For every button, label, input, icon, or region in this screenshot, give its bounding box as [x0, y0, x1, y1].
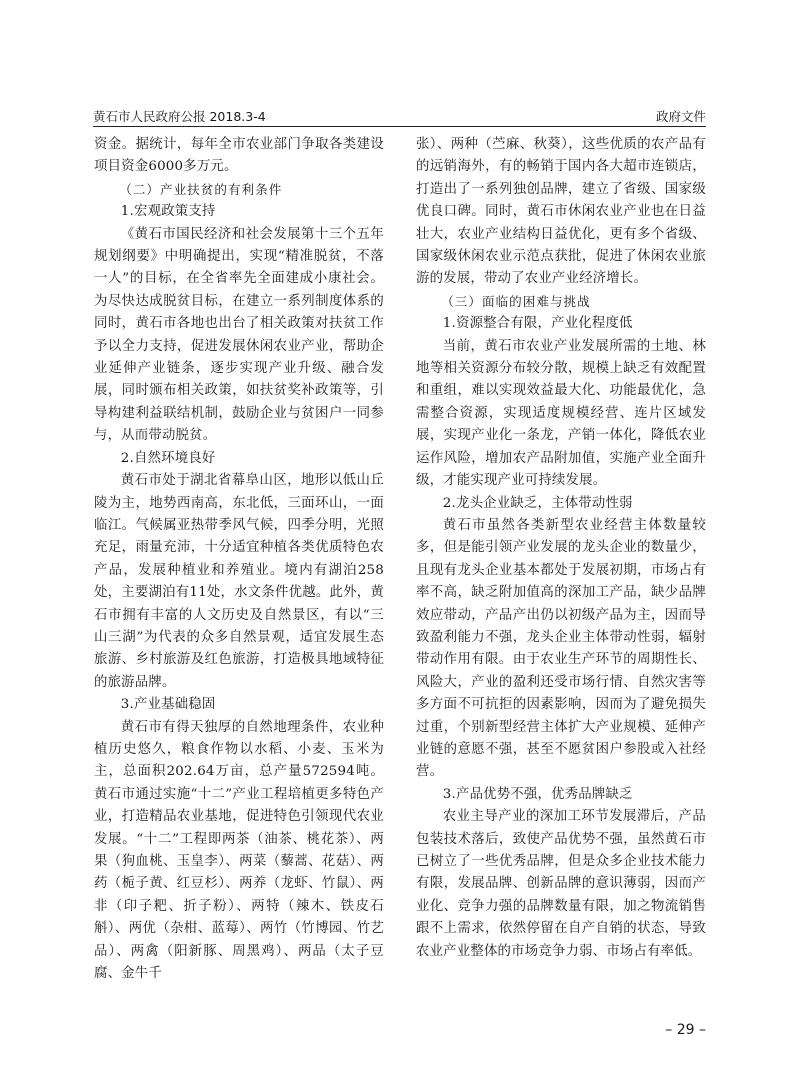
header-rule: [93, 126, 706, 127]
subsection-heading: 3.产业基础稳固: [120, 697, 216, 713]
continued-paragraph: 张）、两种（苎麻、秋葵），这些优质的农产品有的远销海外，有的畅销于国内各大超市连锁店，打造出了一系列独创品牌，建立了省级、国家级优良口碑。同时，黄石市休闲农业产业也在日益壮大，农业产业结构日益优化，更有多个省级、国家级休闲农业示范点获批，促进了休闲农业旅游的发展，带动了农业产业经济增长。: [416, 137, 706, 287]
body-paragraph: 当前，黄石市农业产业发展所需的土地、林地等相关资源分布较分散，规模上缺乏有效配置和重组，难以实现效益最大化、功能最优化，急需整合资源，实现适度规模经营、连片区域发展，实现产业化一条龙，产销一体化，降低农业运作风险，增加农产品附加值，实施产业全面升级，才能实现产业可持续发展。: [416, 338, 706, 489]
left-column: [94, 134, 384, 985]
subsection-heading: 1.资源整合有限，产业化程度低: [442, 316, 633, 332]
subsection-heading: 2.自然环境良好: [120, 450, 216, 466]
section-heading: （二）产业扶贫的有利条件: [119, 181, 283, 197]
subsection-heading: 1.宏观政策支持: [120, 204, 216, 220]
subsection-heading: 3.产品优势不强，优秀品牌缺乏: [442, 786, 633, 802]
body-paragraph: 黄石市处于湖北省幕阜山区，地形以低山丘陵为主，地势西南高，东北低，三面环山，一面临江。气候属亚热带季风气候，四季分明，光照充足，雨量充沛，十分适宜种植各类优质特色农产品，发展种植业和养殖业。境内有湖泊258处，主要湖泊有11处，水文条件优越。此外，黄石市拥有丰富的人文历史及自然景区，有以“三山三湖”为代表的众多自然景观，适宜发展生态旅游、乡村旅游及红色旅游，打造极具地域特征的旅游品牌。: [94, 473, 384, 690]
page-number: – 29 –: [665, 1022, 706, 1038]
continued-paragraph: 资金。据统计，每年全市农业部门争取各类建设项目资金6000多万元。: [94, 137, 384, 175]
subsection-heading: 2.龙头企业缺乏，主体带动性弱: [442, 495, 633, 511]
body-paragraph: 黄石市虽然各类新型农业经营主体数量较多，但是能引领产业发展的龙头企业的数量少，且现有龙头企业基本都处于发展初期，市场占有率不高，缺乏附加值高的深加工产品，缺少品牌效应带动，产品产出仍以初级产品为主，因而导致盈利能力不强，龙头企业主体带动性弱，辐射带动作用有限。由于农业生产环节的周期性长、风险大，产业的盈利还受市场行情、自然灾害等多方面不可抗拒的因素影响，因而为了避免损失过重，个别新型经营主体扩大产业规模、延伸产业链的意愿不强，甚至不愿贫困户参股或入社经营。: [416, 517, 706, 780]
body-paragraph: 《黄石市国民经济和社会发展第十三个五年规划纲要》中明确提出，实现“精准脱贫，不落一人”的目标，在全省率先全面建成小康社会。为尽快达成脱贫目标，在建立一系列制度体系的同时，黄石市各地也出台了相关政策对扶贫工作予以全力支持，促进发展休闲农业产业，帮助企业延伸产业链条，逐步实现产业升级、融合发展，同时颁布相关政策，如扶贫奖补政策等，引导构建利益联结机制，鼓励企业与贫困户一同参与，从而带动脱贫。: [94, 226, 384, 444]
body-paragraph: 农业主导产业的深加工环节发展滞后，产品包装技术落后，致使产品优势不强，虽然黄石市已树立了一些优秀品牌，但是众多企业技术能力有限，发展品牌、创新品牌的意识薄弱，因而产业化、竞争力强的品牌数量有限，加之物流销售跟不上需求，依然停留在自产自销的状态，导致农业产业整体的市场竞争力弱、市场占有率低。: [416, 809, 706, 959]
section-label: 政府文件: [655, 109, 706, 124]
page-header: [93, 104, 706, 126]
section-heading: （三）面临的困难与挑战: [441, 293, 591, 309]
right-column: [416, 134, 706, 963]
body-paragraph: 黄石市有得天独厚的自然地理条件，农业种植历史悠久，粮食作物以水稻、小麦、玉米为主，总面积202.64万亩，总产量572594吨。黄石市通过实施“十二”产业工程培植更多特色产业，打造精品农业基地，促进特色引领现代农业发展。“十二”工程即两茶（油茶、桃花茶）、两果（狗血桃、玉皇李）、两菜（藜蒿、花菇）、两药（栀子黄、红豆杉）、两养（龙虾、竹鼠）、两非（印子粑、折子粉）、两特（辣木、铁皮石斛）、两优（杂柑、蓝莓）、两竹（竹博园、竹艺品）、两禽（阳新豚、周黑鸡）、两品（太子豆腐、金牛千: [94, 719, 384, 982]
publication-title: 黄石市人民政府公报 2018.3-4: [93, 109, 266, 124]
